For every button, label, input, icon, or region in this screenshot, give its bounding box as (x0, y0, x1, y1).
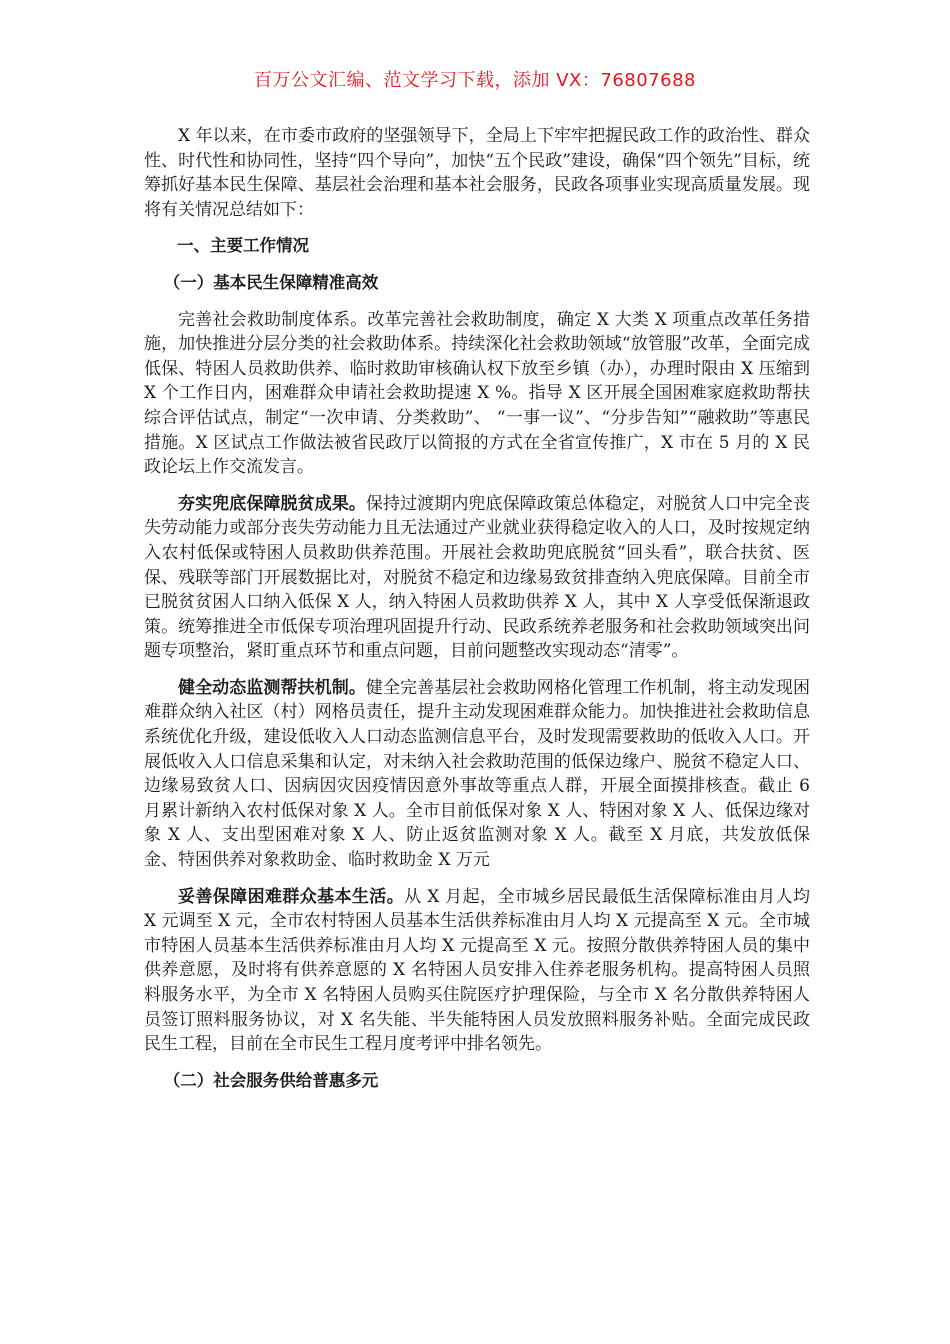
subsection-heading-basic-livelihood: （一）基本民生保障精准高效 (163, 272, 379, 292)
subsection-heading-social-services: （二）社会服务供给普惠多元 (163, 1070, 379, 1090)
paragraph-text: 保持过渡期内兜底保障政策总体稳定，对脱贫人口中完全丧失劳动能力或部分丧失劳动能力且无法通过产业就业获得稳定收入的人口，及时按规定纳入农村低保或特困人员救助供养范围。开展社会救助兜底脱贫“回头看”，联合扶贫、医保、残联等部门开展数据比对，对脱贫不稳定和边缘易致贫排查纳入兜底保障。目前全市已脱贫贫困人口纳入低保 X 人，纳入特困人员救助供养 X 人，其中 X 人享受低保渐退政策。统筹推进全市低保专项治理巩固提升行动、民政系统养老服务和社会救助领域突出问题专项整治，紧盯重点环节和重点问题，目前问题整改实现动态“清零”。 (144, 493, 811, 662)
paragraph-basic-living-support (144, 885, 810, 1057)
section-heading-main-work: 一、主要工作情况 (177, 236, 309, 256)
paragraph-poverty-safeguard (144, 492, 810, 664)
paragraph-social-assistance-system: 完善社会救助制度体系。改革完善社会救助制度，确定 X 大类 X 项重点改革任务措施，加快推进分层分类的社会救助体系。持续深化社会救助领域“放管服”改革，全面完成低保、特困人员救助供养、临时救助审核确认权下放至乡镇（办），办理时限由 X 压缩到 X 个工作日内，困难群众申请社会救助提速 X %。指导 X 区开展全国困难家庭救助帮扶综合评估试点，制定“一次申请、分类救助”、 “一事一议”、“分步告知”“融救助”等惠民措施。X 区试点工作做法被省民政厅以简报的方式在全省宣传推广，X 市在 5 月的 X 民政论坛上作交流发言。 (144, 309, 810, 478)
paragraph-dynamic-monitoring (144, 676, 810, 873)
paragraph-text: 健全完善基层社会救助网格化管理工作机制，将主动发现困难群众纳入社区（村）网格员责任，提升主动发现困难群众能力。加快推进社会救助信息系统优化升级，建设低收入人口动态监测信息平台，及时发现需要救助的低收入人口。开展低收入人口信息采集和认定，对未纳入社会救助范围的低保边缘户、脱贫不稳定人口、边缘易致贫人口、因病因灾因疫情因意外事故等重点人群，开展全面摸排核查。截止 6 月累计新纳入农村低保对象 X 人。全市目前低保对象 X 人、特困对象 X 人、低保边缘对象 X 人、支出型困难对象 X 人、防止返贫监测对象 X 人。截至 X 月底，共发放低保金、特困供养对象救助金、临时救助金 X 万元 (144, 677, 811, 871)
intro-paragraph: X 年以来，在市委市政府的坚强领导下，全局上下牢牢把握民政工作的政治性、群众性、时代性和协同性，坚持“四个导向”，加快“五个民政”建设，确保“四个领先”目标，统筹抓好基本民生保障、基层社会治理和基本社会服务，民政各项事业实现高质量发展。现将有关情况总结如下： (144, 126, 810, 220)
paragraph-lead: 健全动态监测帮扶机制。 (178, 677, 366, 698)
paragraph-lead: 夯实兜底保障脱贫成果。 (178, 493, 366, 514)
paragraph-lead: 妥善保障困难群众基本生活。 (178, 886, 405, 907)
watermark-banner: 百万公文汇编、范文学习下载，添加 VX：76807688 (254, 70, 696, 91)
paragraph-text: 从 X 月起，全市城乡居民最低生活保障标准由月人均 X 元调至 X 元，全市农村特困人员基本生活供养标准由月人均 X 元提高至 X 元。全市城市特困人员基本生活供养标准由月人均 X 元提高至 X 元。按照分散供养特困人员的集中供养意愿，及时将有供养意愿的 X 名特困人员安排入住养老服务机构。提高特困人员照料服务水平，为全市 X 名特困人员购买住院医疗护理保险，与全市 X 名分散供养特困人员签订照料服务协议，对 X 名失能、半失能特困人员发放照料服务补贴。全面完成民政民生工程，目前在全市民生工程月度考评中排名领先。 (144, 886, 810, 1055)
document-body (144, 124, 810, 1093)
